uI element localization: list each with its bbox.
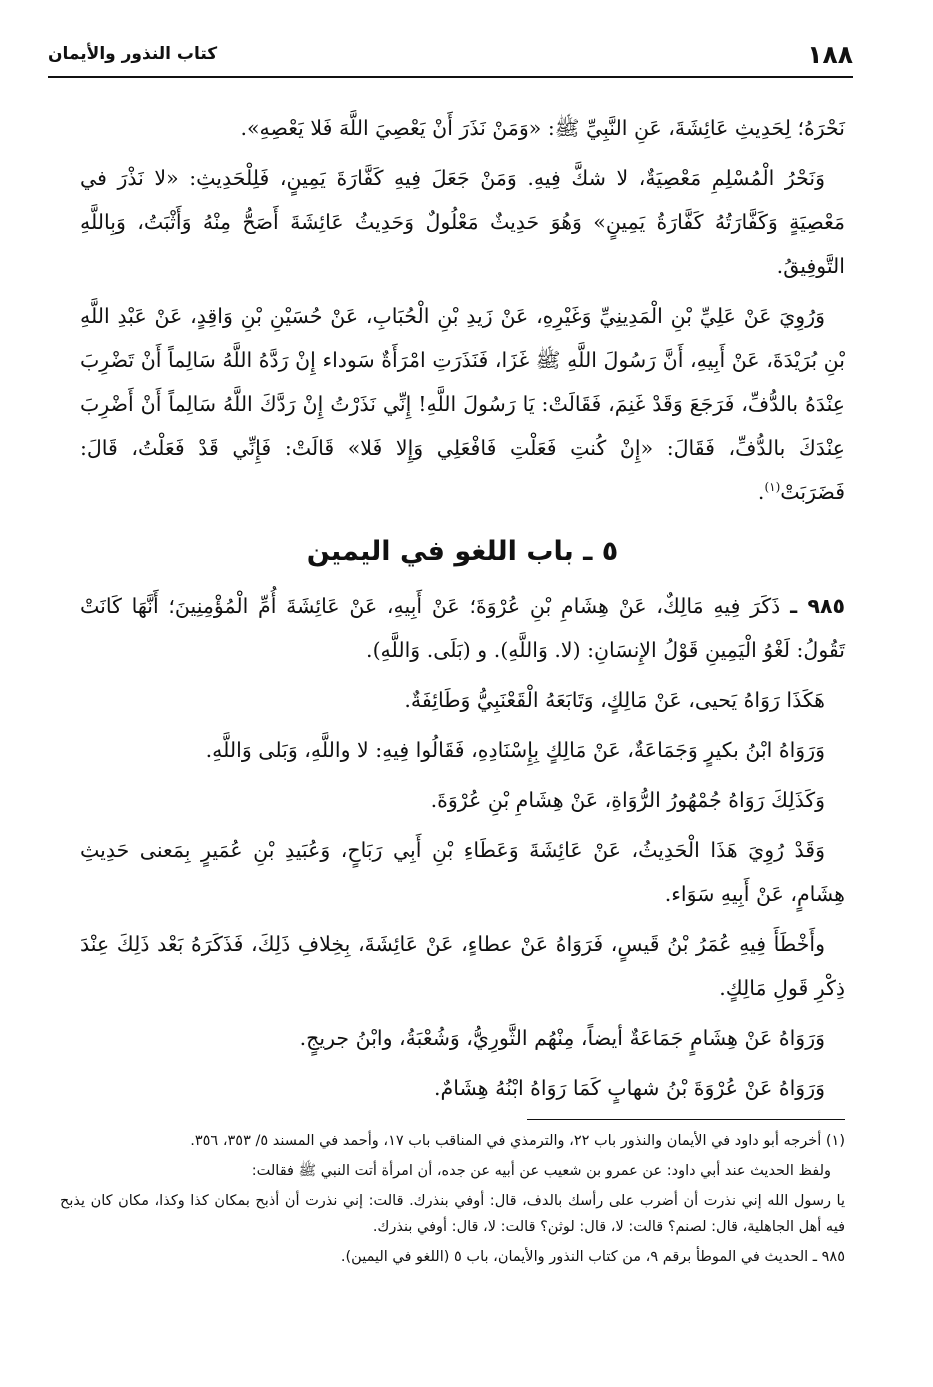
footnote-985: ٩٨٥ ـ الحديث في الموطأ برقم ٩، من كتاب النذور والأيمان، باب ٥ (اللغو في اليمين). [340,1249,845,1265]
footnotes [60,1128,845,1274]
hadith-number: ٩٨٥ ـ [790,594,845,618]
footnote-1: (١) أخرجه أبو داود في الأيمان والنذور باب ٢٢، والترمذي في المناقب باب ١٧، وأحمد في المسند ٥/ ٣٥٣، ٣٥٦. [190,1133,845,1149]
footnote-1-detail-intro: ولفظ الحديث عند أبي داود: عن عمرو بن شعيب عن أبيه عن جده، أن امرأة أتت النبي ﷺ فقالت: [251,1163,831,1179]
running-header [48,40,853,78]
paragraph: وَرَوَاهُ ابْنُ بكيرٍ وَجَمَاعَةٌ، عَنْ مَالِكٍ بِإِسْنَادِهِ، فَقَالُوا فِيهِ: لا واللَّهِ، وَبَلى وَاللَّهِ. [205,738,825,762]
paragraph: وَنَحْرُ الْمُسْلِمِ مَعْصِيَةٌ، لا شكَّ فِيهِ. وَمَنْ جَعَلَ فِيهِ كَفَّارَةَ يَمِينٍ، فَلِلْحَدِيثِ: «لا نَذْرَ في مَعْصِيَةٍ وَكَفَّارَتُهُ كَفَّارَةُ يَمِينٍ» وَهُوَ حَدِيثٌ مَعْلُولٌ وَحَدِيثُ عَائِشَةَ أَصَحُّ مِنْهُ وَأَثْبَتُ، وَبِاللَّهِ التَّوفِيقُ. [80,166,845,278]
paragraph: نَحْرَهُ؛ لِحَدِيثِ عَائِشَةَ، عَنِ النَّبِيِّ ﷺ: «وَمَنْ نَذَرَ أَنْ يَعْصِيَ اللَّهَ فَلا يَعْصِهِ». [240,116,845,140]
paragraph [80,294,845,514]
chapter-heading: ٥ ـ باب اللغو في اليمين [306,536,619,567]
paragraph: وَرَوَاهُ عَنْ هِشَامٍ جَمَاعَةٌ أيضاً، مِنْهُم الثَّورِيُّ، وَشُعْبَةُ، وابْنُ جريجٍ. [299,1026,825,1050]
footnote-1-detail-body: يا رسول الله إني نذرت أن أضرب على رأسك بالدف، قال: أوفي بنذرك. قالت: إني نذرت أن أذبح بمكان كذا وكذا، مكان كان يذبح فيه أهل الجاهلية، قال: لصنم؟ قالت: لا، قال: لوثن؟ قالت: لا، قال: أوفي بنذرك. [60,1193,845,1235]
paragraph-end: . [757,480,765,504]
paragraph: وَكَذَلِكَ رَوَاهُ جُمْهُورُ الرُّوَاةِ، عَنْ هِشَامِ بْنِ عُرْوَةَ. [430,788,825,812]
running-title: كتاب النذور والأيمان [48,44,218,64]
hadith-985 [80,584,845,672]
main-text [80,106,845,1116]
footnote-separator [527,1119,845,1120]
paragraph: هَكَذَا رَوَاهُ يَحيى، عَنْ مَالِكٍ، وَتَابَعَهُ الْقَعْنَبِيُّ وَطَائِفَةٌ. [404,688,825,712]
paragraph: وَرَوَاهُ عَنْ عُرْوَةَ بْنُ شهابٍ كَمَا رَوَاهُ ابْنُهُ هِشَامٌ. [434,1076,825,1100]
paragraph: وَقَدْ رُوِيَ هَذَا الْحَدِيثُ، عَنْ عَائِشَةَ وَعَطَاءِ بْنِ أَبِي رَبَاحٍ، وَعُبَيدِ بْنِ عُمَيرٍ بِمَعنى حَدِيثِ هِشَامٍ، عَنْ أَبِيهِ سَوَاء. [80,838,845,906]
paragraph-text: وَرُوِيَ عَنْ عَلِيِّ بْنِ الْمَدِينِيِّ وَغَيْرِهِ، عَنْ زَيدِ بْنِ الْحُبَابِ، عَنْ حُسَيْنِ بْنِ وَاقِدٍ، عَنْ عَبْدِ اللَّهِ بْنِ بُرَيْدَةَ، عَنْ أَبِيهِ، أَنَّ رَسُولَ اللَّهِ ﷺ غَزَا، فَنَذَرَتِ امْرَأَةٌ سَوداء إِنْ رَدَّهُ اللَّهُ سَالِماً أَنْ تَضْرِبَ عِنْدَهُ بالدُّفِّ، فَرَجَعَ وَقَدْ غَنِمَ، فَقَالَتْ: يَا رَسُولَ اللَّهِ! إِنِّي نَذَرْتُ إِنْ رَدَّكَ اللَّهُ سَالِماً أَنْ أَضْرِبَ عِنْدَكَ بالدُّفِّ، فَقَالَ: «إِنْ كُنتِ فَعَلْتِ فَافْعَلِي وَإِلا فَلا» قَالَتْ: فَإِنِّي قَدْ فَعَلْتُ، قَالَ: فَضَرَبَتْ [80,304,845,504]
page-number: ١٨٨ [807,40,853,69]
footnote-marker[interactable]: (١) [764,480,781,495]
hadith-text: ذَكَرَ فِيهِ مَالِكٌ، عَنْ هِشَامِ بْنِ عُرْوَةَ؛ عَنْ أَبِيهِ، عَنْ عَائِشَةَ أُمِّ الْمُؤْمِنِينَ؛ أَنَّهَا كَانَتْ تَقُولُ: لَغْوُ الْيَمِينِ قَوْلُ الإِنسَانِ: (لا. وَاللَّهِ). و (بَلَى. وَاللَّهِ). [80,594,845,662]
paragraph: وأَخْطَأَ فِيهِ عُمَرُ بْنُ قَيسٍ، فَرَوَاهُ عَنْ عطاءٍ، عَنْ عَائِشَةَ، بِخِلافِ ذَلِكَ، فَذَكَرَهُ بَعْد ذَلِكَ عِنْدَ ذِكْرِ قَولِ مَالِكٍ. [80,932,845,1000]
